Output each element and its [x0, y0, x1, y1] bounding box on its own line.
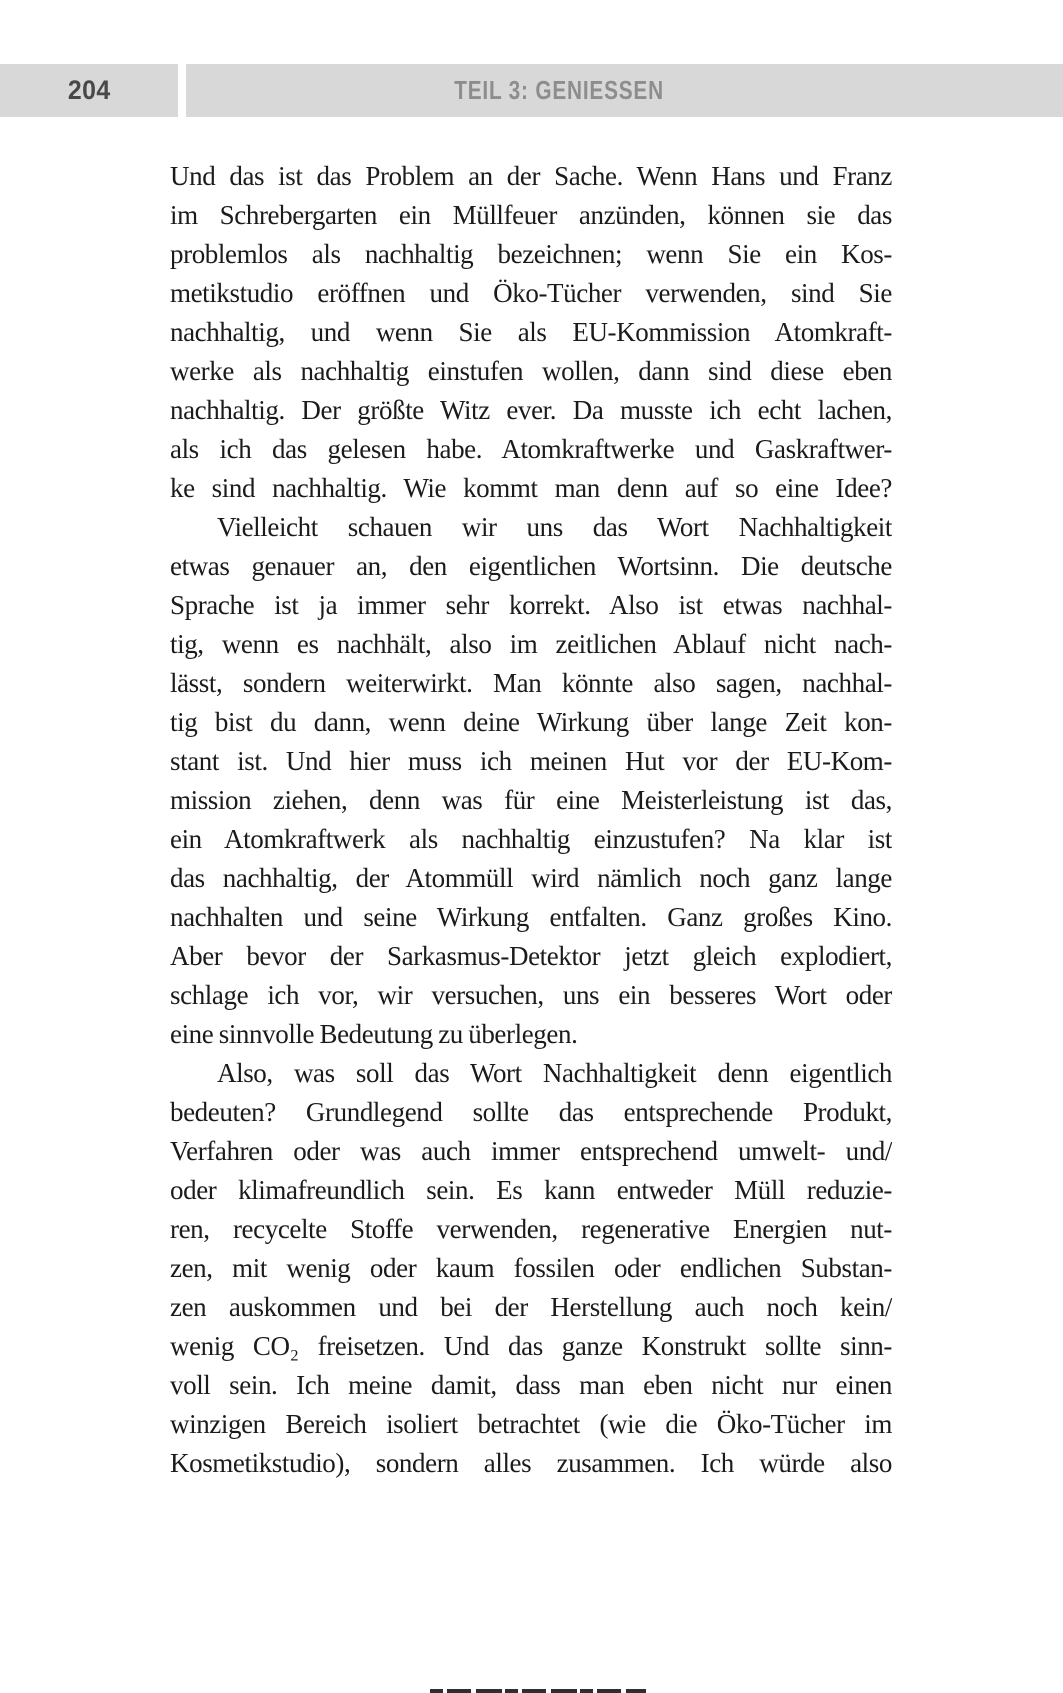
text-line: tig bist du dann, wenn deine Wirkung über lange Zeit kon- — [170, 707, 892, 737]
text-line: Sprache ist ja immer sehr korrekt. Also ist etwas nachhal- — [170, 590, 892, 620]
text-line: winzigen Bereich isoliert betrachtet (wie die Öko-Tücher im — [170, 1409, 892, 1439]
text-line: zen auskommen und bei der Herstellung auch noch kein/ — [170, 1292, 892, 1322]
text-line: tig, wenn es nachhält, also im zeitlichen Ablauf nicht nach- — [170, 629, 892, 659]
text-line: Und das ist das Problem an der Sache. Wenn Hans und Franz — [170, 161, 892, 191]
text-line: Verfahren oder was auch immer entsprechend umwelt- und/ — [170, 1136, 892, 1166]
text-line: schlage ich vor, wir versuchen, uns ein besseres Wort oder — [170, 980, 892, 1010]
text-line: ke sind nachhaltig. Wie kommt man denn auf so eine Idee? — [170, 473, 892, 503]
body-text — [170, 157, 892, 1483]
text-line: das nachhaltig, der Atommüll wird nämlich noch ganz lange — [170, 863, 892, 893]
text-line: wenig CO₂ freisetzen. Und das ganze Konstrukt sollte sinn- — [170, 1331, 892, 1361]
text-line: zen, mit wenig oder kaum fossilen oder endlichen Substan- — [170, 1253, 892, 1283]
text-line: ein Atomkraftwerk als nachhaltig einzustufen? Na klar ist — [170, 824, 892, 854]
text-line: Aber bevor der Sarkasmus-Detektor jetzt gleich explodiert, — [170, 941, 892, 971]
text-line: nachhaltig. Der größte Witz ever. Da musste ich echt lachen, — [170, 395, 892, 425]
page-number: 204 — [67, 75, 111, 105]
text-line: voll sein. Ich meine damit, dass man eben nicht nur einen — [170, 1370, 892, 1400]
text-line: lässt, sondern weiterwirkt. Man könnte also sagen, nachhal- — [170, 668, 892, 698]
text-line: ren, recycelte Stoffe verwenden, regenerative Energien nut- — [170, 1214, 892, 1244]
text-line: oder klimafreundlich sein. Es kann entweder Müll reduzie- — [170, 1175, 892, 1205]
text-line: nachhaltig, und wenn Sie als EU-Kommission Atomkraft- — [170, 317, 892, 347]
page-number-box — [0, 64, 178, 117]
text-line: im Schrebergarten ein Müllfeuer anzünden, können sie das — [170, 200, 892, 230]
text-line: werke als nachhaltig einstufen wollen, dann sind diese eben — [170, 356, 892, 386]
text-line: eine sinnvolle Bedeutung zu überlegen. — [170, 1019, 578, 1049]
text-line: etwas genauer an, den eigentlichen Wortsinn. Die deutsche — [170, 551, 892, 581]
section-title-box — [186, 64, 1063, 117]
text-line: Also, was soll das Wort Nachhaltigkeit denn eigentlich — [217, 1058, 892, 1088]
clipped-next-line-fragment — [430, 1689, 646, 1693]
text-line: Kosmetikstudio), sondern alles zusammen. Ich würde also — [170, 1448, 892, 1478]
text-line: als ich das gelesen habe. Atomkraftwerke und Gaskraftwer- — [170, 434, 892, 464]
text-line: problemlos als nachhaltig bezeichnen; wenn Sie ein Kos- — [170, 239, 892, 269]
section-title: TEIL 3: GENIESSEN — [454, 75, 665, 105]
text-line: Vielleicht schauen wir uns das Wort Nachhaltigkeit — [217, 512, 892, 542]
text-line: metikstudio eröffnen und Öko-Tücher verwenden, sind Sie — [170, 278, 892, 308]
text-line: mission ziehen, denn was für eine Meisterleistung ist das, — [170, 785, 892, 815]
text-line: nachhalten und seine Wirkung entfalten. Ganz großes Kino. — [170, 902, 892, 932]
text-line: stant ist. Und hier muss ich meinen Hut vor der EU-Kom- — [170, 746, 892, 776]
text-line: bedeuten? Grundlegend sollte das entsprechende Produkt, — [170, 1097, 892, 1127]
